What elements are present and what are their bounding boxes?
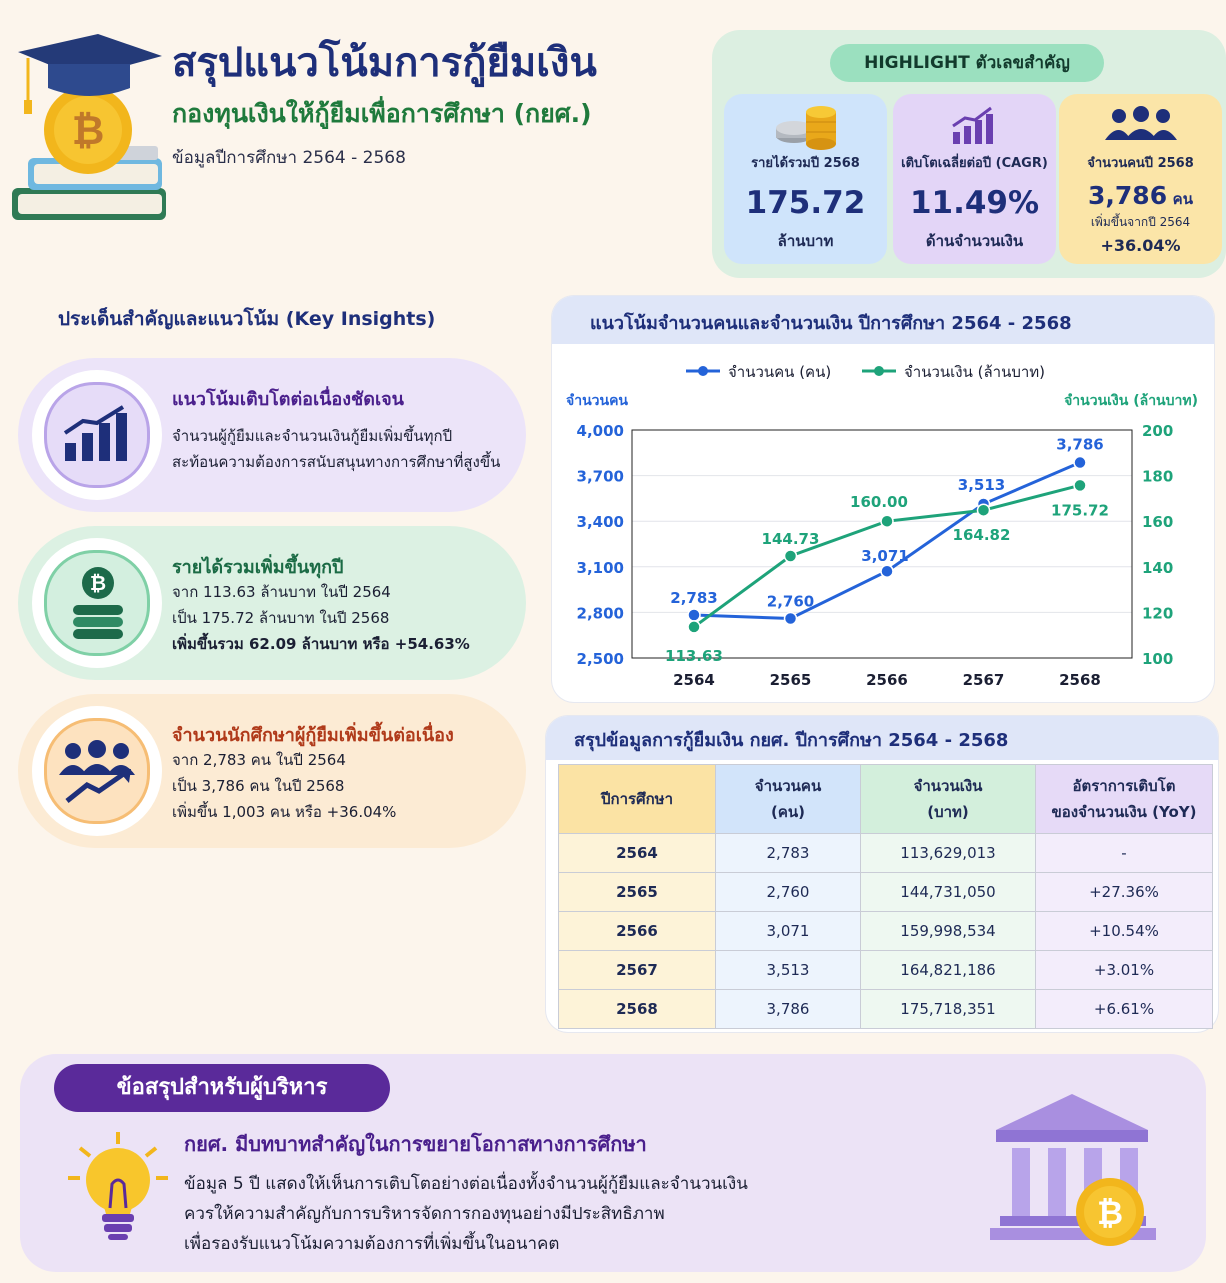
data-label: 2,783 bbox=[670, 588, 718, 607]
summary-badge: ข้อสรุปสำหรับผู้บริหาร bbox=[54, 1064, 390, 1112]
insight-line: จาก 2,783 คน ในปี 2564 bbox=[172, 751, 346, 769]
table-cell: +6.61% bbox=[1036, 990, 1213, 1029]
y-tick-right: 180 bbox=[1142, 467, 1174, 486]
lightbulb-icon bbox=[66, 1130, 170, 1242]
col-header-people: จำนวนคน (คน) bbox=[716, 765, 861, 834]
y-axis-label-left: จำนวนคน bbox=[566, 393, 629, 409]
x-tick: 2566 bbox=[866, 671, 908, 689]
data-point bbox=[978, 504, 990, 516]
highlight-card-cagr bbox=[893, 94, 1056, 264]
hl-cagr-value: 11.49% bbox=[909, 185, 1040, 221]
hl-people-unit: คน bbox=[1172, 190, 1193, 208]
table-title: สรุปข้อมูลการกู้ยืมเงิน กยศ. ปีการศึกษา 2564 - 2568 bbox=[574, 730, 1009, 751]
table-row bbox=[559, 951, 1213, 990]
insight-heading: จำนวนนักศึกษาผู้กู้ยืมเพิ่มขึ้นต่อเนื่อง bbox=[172, 725, 454, 746]
legend-label: จำนวนคน (คน) bbox=[728, 363, 832, 381]
data-label: 3,071 bbox=[861, 547, 909, 566]
insight-card-students bbox=[18, 694, 526, 848]
data-label: 3,786 bbox=[1056, 435, 1104, 454]
svg-text:₿: ₿ bbox=[1096, 1194, 1124, 1232]
hl-cagr-label: เติบโตเฉลี่ยต่อปี (CAGR) bbox=[901, 156, 1048, 171]
col-header-yoy: อัตราการเติบโต ของจำนวนเงิน (YoY) bbox=[1036, 765, 1213, 834]
table-cell: +27.36% bbox=[1036, 873, 1213, 912]
table-cell: - bbox=[1036, 834, 1213, 873]
insight-card-revenue bbox=[18, 526, 526, 680]
insight-icon-ring bbox=[44, 718, 150, 824]
y-tick-right: 200 bbox=[1142, 422, 1174, 440]
table-cell: +10.54% bbox=[1036, 912, 1213, 951]
data-label: 160.00 bbox=[850, 493, 908, 512]
data-point bbox=[688, 621, 700, 633]
data-point bbox=[881, 515, 893, 527]
insight-icon-circle bbox=[32, 706, 162, 836]
insight-line: เป็น 3,786 คน ในปี 2568 bbox=[172, 777, 345, 795]
table-cell: 2,760 bbox=[716, 873, 861, 912]
insight-icon-circle bbox=[32, 538, 162, 668]
y-tick-right: 160 bbox=[1142, 513, 1174, 532]
chart-title: แนวโน้มจำนวนคนและจำนวนเงิน ปีการศึกษา 2564 - 2568 bbox=[590, 313, 1072, 334]
y-tick-right: 100 bbox=[1142, 650, 1174, 668]
y-axis-label-right: จำนวนเงิน (ล้านบาท) bbox=[1064, 393, 1198, 409]
insight-line: จาก 113.63 ล้านบาท ในปี 2564 bbox=[172, 583, 391, 601]
summary-line: เพื่อรองรับแนวโน้มความต้องการที่เพิ่มขึ้นในอนาคต bbox=[184, 1234, 560, 1254]
table-cell: 159,998,534 bbox=[861, 912, 1036, 951]
insight-icon-ring bbox=[44, 550, 150, 656]
data-period: ข้อมูลปีการศึกษา 2564 - 2568 bbox=[172, 148, 406, 168]
data-point bbox=[881, 565, 893, 577]
y-tick-right: 120 bbox=[1142, 604, 1174, 623]
y-tick-left: 3,400 bbox=[576, 513, 624, 532]
data-point bbox=[1074, 479, 1086, 491]
y-tick-left: 3,100 bbox=[576, 558, 624, 577]
loan-summary-table bbox=[558, 764, 1213, 1029]
table-row bbox=[559, 990, 1213, 1029]
table-row bbox=[559, 873, 1213, 912]
table-row bbox=[559, 834, 1213, 873]
y-tick-left: 3,700 bbox=[576, 467, 624, 486]
highlight-card-revenue bbox=[724, 94, 887, 264]
growth-chart-icon bbox=[63, 405, 129, 463]
table-cell: 2,783 bbox=[716, 834, 861, 873]
highlight-card-people bbox=[1059, 94, 1222, 264]
data-point bbox=[785, 612, 797, 624]
insight-card-trend bbox=[18, 358, 526, 512]
hl-revenue-value: 175.72 bbox=[745, 185, 866, 221]
insight-line: สะท้อนความต้องการสนับสนุนทางการศึกษาที่สูงขึ้น bbox=[172, 453, 501, 471]
page-subtitle: กองทุนเงินให้กู้ยืมเพื่อการศึกษา (กยศ.) bbox=[172, 99, 592, 128]
growth-chart-icon bbox=[951, 106, 997, 146]
data-point bbox=[688, 609, 700, 621]
y-tick-left: 2,500 bbox=[576, 650, 624, 668]
bank-bitcoin-icon bbox=[986, 1090, 1156, 1246]
insight-icon-ring bbox=[44, 382, 150, 488]
hl-people-note: เพิ่มขึ้นจากปี 2564 bbox=[1090, 215, 1191, 229]
x-tick: 2568 bbox=[1059, 671, 1101, 689]
hl-revenue-label: รายได้รวมปี 2568 bbox=[751, 156, 860, 171]
summary-line: ข้อมูล 5 ปี แสดงให้เห็นการเติบโตอย่างต่อเนื่องทั้งจำนวนผู้กู้ยืมและจำนวนเงิน bbox=[184, 1174, 748, 1194]
legend-marker bbox=[698, 366, 708, 376]
insight-line: เป็น 175.72 ล้านบาท ในปี 2568 bbox=[172, 609, 390, 627]
table-row bbox=[559, 912, 1213, 951]
page-title: สรุปแนวโน้มการกู้ยืมเงิน bbox=[172, 40, 597, 86]
table-cell: +3.01% bbox=[1036, 951, 1213, 990]
x-tick: 2565 bbox=[769, 671, 812, 689]
summary-heading: กยศ. มีบทบาทสำคัญในการขยายโอกาสทางการศึกษา bbox=[184, 1132, 647, 1156]
data-label: 3,513 bbox=[957, 476, 1006, 495]
data-label: 175.72 bbox=[1051, 501, 1109, 520]
data-label: 164.82 bbox=[952, 526, 1011, 545]
data-label: 144.73 bbox=[761, 530, 820, 549]
hl-cagr-unit: ด้านจำนวนเงิน bbox=[925, 232, 1024, 250]
insight-line: จำนวนผู้กู้ยืมและจำนวนเงินกู้ยืมเพิ่มขึ้นทุกปี bbox=[172, 427, 453, 445]
hl-revenue-unit: ล้านบาท bbox=[777, 232, 834, 250]
table-cell: 175,718,351 bbox=[861, 990, 1036, 1029]
data-label: 113.63 bbox=[665, 646, 723, 665]
insight-icon-circle bbox=[32, 370, 162, 500]
insight-heading: แนวโน้มเติบโตต่อเนื่องชัดเจน bbox=[172, 389, 404, 410]
series-line bbox=[694, 463, 1080, 619]
hl-people-delta: +36.04% bbox=[1100, 236, 1181, 255]
x-tick: 2564 bbox=[673, 671, 715, 689]
insight-heading: รายได้รวมเพิ่มขึ้นทุกปี bbox=[172, 557, 344, 578]
table-cell: 3,513 bbox=[716, 951, 861, 990]
col-header-amount: จำนวนเงิน (บาท) bbox=[861, 765, 1036, 834]
table-cell: 2567 bbox=[559, 951, 716, 990]
table-cell: 2565 bbox=[559, 873, 716, 912]
legend-marker bbox=[874, 366, 884, 376]
summary-line: ควรให้ความสำคัญกับการบริหารจัดการกองทุนอย่างมีประสิทธิภาพ bbox=[184, 1204, 665, 1224]
table-cell: 2568 bbox=[559, 990, 716, 1029]
highlight-badge: HIGHLIGHT ตัวเลขสำคัญ bbox=[830, 44, 1104, 82]
bitcoin-coins-icon bbox=[69, 565, 127, 641]
y-tick-left: 4,000 bbox=[576, 422, 624, 440]
legend-label: จำนวนเงิน (ล้านบาท) bbox=[904, 363, 1046, 381]
table-cell: 2564 bbox=[559, 834, 716, 873]
students-growth-icon bbox=[59, 739, 135, 805]
insight-line: เพิ่มขึ้น 1,003 คน หรือ +36.04% bbox=[172, 803, 397, 821]
hl-people-label: จำนวนคนปี 2568 bbox=[1087, 156, 1194, 171]
line-chart bbox=[552, 344, 1214, 700]
col-header-year: ปีการศึกษา bbox=[559, 765, 716, 834]
data-point bbox=[785, 550, 797, 562]
coins-icon bbox=[772, 104, 842, 152]
hl-people-value-row bbox=[1059, 181, 1222, 211]
x-tick: 2567 bbox=[962, 671, 1005, 689]
graduation-cap-bitcoin-books-icon bbox=[8, 34, 168, 234]
table-cell: 113,629,013 bbox=[861, 834, 1036, 873]
people-icon bbox=[1103, 106, 1179, 142]
table-cell: 3,071 bbox=[716, 912, 861, 951]
table-cell: 2566 bbox=[559, 912, 716, 951]
insight-line: เพิ่มขึ้นรวม 62.09 ล้านบาท หรือ +54.63% bbox=[172, 635, 470, 653]
table-cell: 3,786 bbox=[716, 990, 861, 1029]
data-point bbox=[1074, 457, 1086, 469]
hl-people-value: 3,786 bbox=[1088, 181, 1168, 210]
svg-text:₿: ₿ bbox=[71, 108, 105, 154]
plot-frame bbox=[632, 430, 1132, 658]
table-cell: 164,821,186 bbox=[861, 951, 1036, 990]
y-tick-right: 140 bbox=[1142, 558, 1174, 577]
y-tick-left: 2,800 bbox=[576, 604, 624, 623]
svg-text:₿: ₿ bbox=[89, 571, 107, 595]
insights-title: ประเด็นสำคัญและแนวโน้ม (Key Insights) bbox=[58, 308, 436, 330]
data-label: 2,760 bbox=[766, 592, 815, 611]
table-cell: 144,731,050 bbox=[861, 873, 1036, 912]
